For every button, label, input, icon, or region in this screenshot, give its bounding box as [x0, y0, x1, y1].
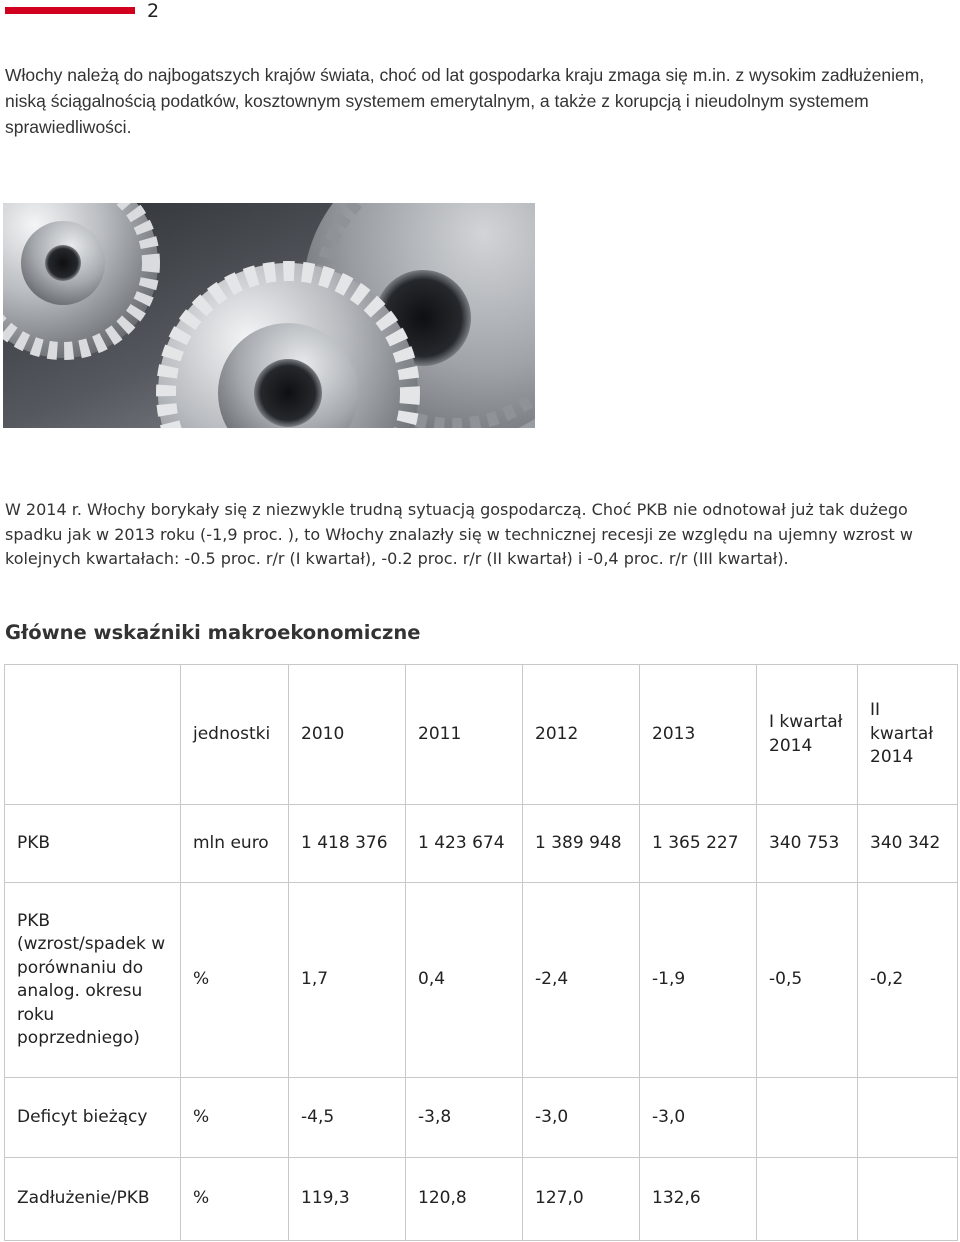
table-header-cell [5, 665, 181, 805]
table-cell: 132,6 [640, 1158, 757, 1241]
table-header-cell: 2011 [406, 665, 523, 805]
table-cell: PKB (wzrost/spadek w porównaniu do analog. okresu roku poprzedniego) [5, 883, 181, 1078]
table-cell: -3,8 [406, 1078, 523, 1158]
table-cell [757, 1078, 858, 1158]
table-cell: 119,3 [289, 1158, 406, 1241]
table-cell: 1 423 674 [406, 805, 523, 883]
table-cell: -0,5 [757, 883, 858, 1078]
table-cell [858, 1078, 958, 1158]
table-cell: Deficyt bieżący [5, 1078, 181, 1158]
table-row [5, 1158, 958, 1241]
table-cell: 1 389 948 [523, 805, 640, 883]
macro-indicators-table [4, 664, 958, 1241]
table-header-cell: 2012 [523, 665, 640, 805]
table-cell [757, 1158, 858, 1241]
table-header-row [5, 665, 958, 805]
page-number: 2 [147, 0, 160, 22]
section-title: Główne wskaźniki makroekonomiczne [5, 621, 421, 644]
table-cell: % [181, 1158, 289, 1241]
table-cell: 127,0 [523, 1158, 640, 1241]
table-cell [858, 1158, 958, 1241]
table-cell: % [181, 883, 289, 1078]
table-row [5, 883, 958, 1078]
table-cell: PKB [5, 805, 181, 883]
table-header-cell: II kwartał 2014 [858, 665, 958, 805]
table-row [5, 1078, 958, 1158]
table-header-cell: I kwartał 2014 [757, 665, 858, 805]
table-cell: 1,7 [289, 883, 406, 1078]
table-cell: 120,8 [406, 1158, 523, 1241]
table-cell: 1 365 227 [640, 805, 757, 883]
table-cell: -2,4 [523, 883, 640, 1078]
table-header-cell: 2013 [640, 665, 757, 805]
table-cell: -0,2 [858, 883, 958, 1078]
table-cell: 340 753 [757, 805, 858, 883]
table-cell: 340 342 [858, 805, 958, 883]
table-cell: % [181, 1078, 289, 1158]
economy-paragraph: W 2014 r. Włochy borykały się z niezwykle trudną sytuacją gospodarczą. Choć PKB nie odnotował już tak dużego spadku jak w 2013 roku (-1,9 proc. ), to Włochy znalazły się w technicznej recesji ze względu na ujemny wzrost w kolejnych kwartałach: -0.5 proc. r/r (I kwartał), -0.2 proc. r/r (II kwartał) i -0,4 proc. r/r (III kwartał). [5, 500, 913, 568]
table-row [5, 805, 958, 883]
table-header-cell: jednostki [181, 665, 289, 805]
table-cell: -1,9 [640, 883, 757, 1078]
table-cell: 1 418 376 [289, 805, 406, 883]
gears-photo [3, 203, 535, 428]
header-accent-bar [5, 7, 135, 14]
table-cell: 0,4 [406, 883, 523, 1078]
table-cell: -3,0 [523, 1078, 640, 1158]
table-cell: mln euro [181, 805, 289, 883]
table-cell: -4,5 [289, 1078, 406, 1158]
table-header-cell: 2010 [289, 665, 406, 805]
intro-paragraph: Włochy należą do najbogatszych krajów świata, choć od lat gospodarka kraju zmaga się m.in. z wysokim zadłużeniem, niską ściągalnością podatków, kosztownym systemem emerytalnym, a także z korupcją i nieudolnym systemem sprawiedliwości. [5, 65, 925, 137]
table-cell: Zadłużenie/PKB [5, 1158, 181, 1241]
table-cell: -3,0 [640, 1078, 757, 1158]
